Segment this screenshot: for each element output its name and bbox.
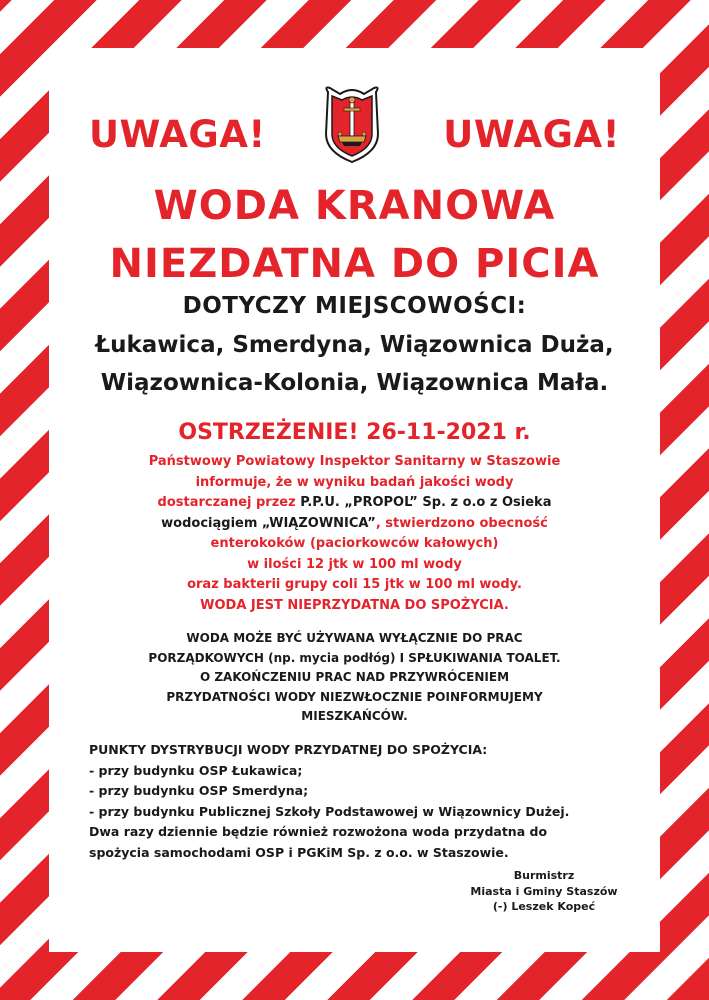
headline-line-2: NIEZDATNA DO PICIA [109, 241, 600, 287]
supplier-name: P.P.U. „PROPOL” [300, 495, 418, 510]
signature-office: Miasta i Gminy Staszów [470, 884, 618, 898]
usage-line: MIESZKAŃCÓW. [301, 709, 408, 723]
uwaga-right-heading: UWAGA! [443, 113, 620, 156]
notice-panel [49, 48, 660, 952]
warning-line: Państwowy Powiatowy Inspektor Sanitarny w Staszowie [148, 454, 561, 469]
supplier-suffix: Sp. z o.o z Osieka [417, 495, 552, 510]
headline-line-1: WODA KRANOWA [153, 183, 556, 229]
distribution-note: spożycia samochodami OSP i PGKiM Sp. z o.o. w Staszowie. [89, 844, 509, 860]
usage-notice [49, 629, 660, 727]
coat-of-arms-icon [320, 84, 384, 164]
warning-line: oraz bakterii grupy coli 15 jtk w 100 ml wody. [187, 577, 522, 592]
usage-line: WODA MOŻE BYĆ UŻYWANA WYŁĄCZNIE DO PRAC [186, 631, 523, 645]
warning-body [49, 452, 660, 616]
places-line-1: Łukawica, Smerdyna, Wiązownica Duża, [95, 332, 614, 358]
distribution-item: - przy budynku Publicznej Szkoły Podstawowej w Wiązownicy Dużej. [89, 803, 570, 819]
waterworks-name: „WIĄZOWNICA” [261, 515, 376, 531]
places-line-2: Wiązownica-Kolonia, Wiązownica Mała. [100, 370, 609, 396]
warning-line [49, 514, 660, 535]
usage-line: PORZĄDKOWYCH (np. mycia podłóg) I SPŁUKIWANIA TOALET. [148, 650, 561, 665]
warning-title: OSTRZEŻENIE! 26-11-2021 r. [178, 420, 531, 445]
warning-line: enterokoków (paciorkowców kałowych) [210, 536, 499, 551]
warning-line [49, 493, 660, 514]
uwaga-left-heading: UWAGA! [89, 113, 266, 156]
waterworks-prefix: wodociągiem [161, 515, 262, 531]
places-title: DOTYCZY MIEJSCOWOŚCI: [182, 293, 527, 319]
warning-text: , stwierdzono obecność [375, 515, 548, 531]
signature-block [464, 868, 624, 915]
places-list [49, 326, 660, 402]
warning-line: WODA JEST NIEPRZYDATNA DO SPOŻYCIA. [200, 597, 509, 613]
warning-text: dostarczanej przez [157, 495, 301, 510]
distribution-item: - przy budynku OSP Smerdyna; [89, 783, 309, 798]
warning-line: w ilości 12 jtk w 100 ml wody [247, 556, 462, 572]
usage-line: PRZYDATNOŚCI WODY NIEZWŁOCZNIE POINFORMUJEMY [166, 689, 543, 704]
signature-role: Burmistrz [513, 869, 575, 882]
signature-name: (-) Leszek Kopeć [492, 900, 596, 913]
distribution-note: Dwa razy dziennie będzie również rozwożona woda przydatna do [89, 824, 548, 839]
distribution-item: - przy budynku OSP Łukawica; [89, 762, 303, 778]
usage-line: O ZAKOŃCZENIU PRAC NAD PRZYWRÓCENIEM [199, 670, 510, 684]
warning-line: informuje, że w wyniku badań jakości wody [195, 474, 514, 490]
distribution-points [89, 740, 649, 863]
distribution-title: PUNKTY DYSTRYBUCJI WODY PRZYDATNEJ DO SPOŻYCIA: [89, 742, 488, 757]
